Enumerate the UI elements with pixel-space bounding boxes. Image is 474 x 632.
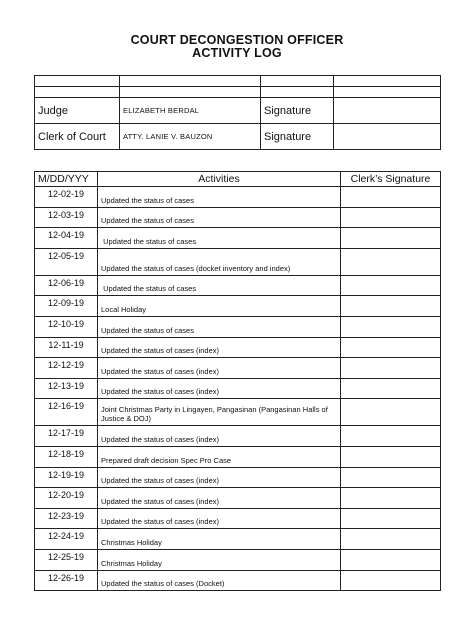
activity-cell: Updated the status of cases (index) [98, 337, 341, 358]
date-cell: 12-18-19 [35, 446, 98, 467]
date-cell: 12-23-19 [35, 508, 98, 529]
date-cell: 12-19-19 [35, 467, 98, 488]
activity-cell: Updated the status of cases (index) [98, 467, 341, 488]
clerk-signature-cell [341, 570, 441, 591]
column-header-date: M/DD/YYY [35, 172, 98, 187]
table-header-row [35, 172, 441, 187]
judge-signature-label: Signature [261, 98, 334, 124]
clerk-signature-cell [341, 549, 441, 570]
activity-cell: Updated the status of cases (docket inventory and index) [98, 248, 341, 275]
clerk-signature-cell [341, 316, 441, 337]
activity-cell: Updated the status of cases [98, 228, 341, 249]
activity-cell: Updated the status of cases [98, 207, 341, 228]
table-row [35, 467, 441, 488]
date-cell: 12-17-19 [35, 426, 98, 447]
clerk-signature-cell [341, 187, 441, 208]
clerk-signature-field [334, 124, 441, 150]
activity-cell: Updated the status of cases [98, 187, 341, 208]
table-row [35, 446, 441, 467]
judge-label: Judge [35, 98, 120, 124]
clerk-signature-cell [341, 378, 441, 399]
date-cell: 12-20-19 [35, 488, 98, 509]
column-header-activities: Activities [98, 172, 341, 187]
clerk-signature-cell [341, 467, 441, 488]
date-cell: 12-02-19 [35, 187, 98, 208]
table-row [35, 248, 441, 275]
activity-cell: Updated the status of cases (index) [98, 358, 341, 379]
clerk-label: Clerk of Court [35, 124, 120, 150]
table-row [35, 508, 441, 529]
table-row [35, 549, 441, 570]
activity-cell: Christmas Holiday [98, 529, 341, 550]
clerk-row [35, 124, 441, 150]
activity-cell: Updated the status of cases [98, 316, 341, 337]
clerk-signature-cell [341, 446, 441, 467]
activity-cell: Updated the status of cases (index) [98, 508, 341, 529]
table-row [35, 426, 441, 447]
date-cell: 12-06-19 [35, 275, 98, 296]
activity-log-table [34, 171, 441, 591]
clerk-signature-cell [341, 228, 441, 249]
activity-cell: Updated the status of cases [98, 275, 341, 296]
table-row [35, 296, 441, 317]
table-row [35, 337, 441, 358]
clerk-signature-cell [341, 529, 441, 550]
date-cell: 12-09-19 [35, 296, 98, 317]
judge-name: ELIZABETH BERDAL [120, 98, 261, 124]
header-table [34, 75, 441, 150]
date-cell: 12-05-19 [35, 248, 98, 275]
judge-signature-field [334, 98, 441, 124]
activity-cell: Updated the status of cases (index) [98, 488, 341, 509]
date-cell: 12-25-19 [35, 549, 98, 570]
clerk-signature-cell [341, 275, 441, 296]
table-row [35, 316, 441, 337]
activity-cell: Updated the status of cases (index) [98, 378, 341, 399]
judge-row [35, 98, 441, 124]
table-row [35, 570, 441, 591]
clerk-signature-cell [341, 207, 441, 228]
date-cell: 12-16-19 [35, 399, 98, 426]
document-subtitle: ACTIVITY LOG [192, 46, 282, 60]
clerk-signature-cell [341, 248, 441, 275]
clerk-signature-cell [341, 358, 441, 379]
clerk-signature-cell [341, 399, 441, 426]
table-row [35, 529, 441, 550]
clerk-signature-label: Signature [261, 124, 334, 150]
date-cell: 12-11-19 [35, 337, 98, 358]
clerk-signature-cell [341, 337, 441, 358]
clerk-signature-cell [341, 426, 441, 447]
activity-cell: Prepared draft decision Spec Pro Case [98, 446, 341, 467]
clerk-signature-cell [341, 508, 441, 529]
activity-cell: Local Holiday [98, 296, 341, 317]
date-cell: 12-13-19 [35, 378, 98, 399]
activity-cell: Updated the status of cases (Docket) [98, 570, 341, 591]
table-row [35, 378, 441, 399]
date-cell: 12-10-19 [35, 316, 98, 337]
date-cell: 12-24-19 [35, 529, 98, 550]
table-row [35, 207, 441, 228]
date-cell: 12-12-19 [35, 358, 98, 379]
header-blank-row [35, 87, 441, 98]
table-row [35, 358, 441, 379]
clerk-signature-cell [341, 296, 441, 317]
activity-cell: Updated the status of cases (index) [98, 426, 341, 447]
table-row [35, 187, 441, 208]
table-row [35, 275, 441, 296]
clerk-signature-cell [341, 488, 441, 509]
date-cell: 12-04-19 [35, 228, 98, 249]
header-blank-row [35, 76, 441, 87]
activity-cell: Joint Christmas Party in Lingayen, Pangasinan (Pangasinan Halls of Justice & DOJ) [98, 399, 341, 426]
column-header-signature: Clerk’s Signature [341, 172, 441, 187]
table-row [35, 228, 441, 249]
activity-cell: Christmas Holiday [98, 549, 341, 570]
date-cell: 12-26-19 [35, 570, 98, 591]
clerk-name: ATTY. LANIE V. BAUZON [120, 124, 261, 150]
table-row [35, 488, 441, 509]
table-row [35, 399, 441, 426]
document-title: COURT DECONGESTION OFFICER [130, 33, 344, 47]
date-cell: 12-03-19 [35, 207, 98, 228]
